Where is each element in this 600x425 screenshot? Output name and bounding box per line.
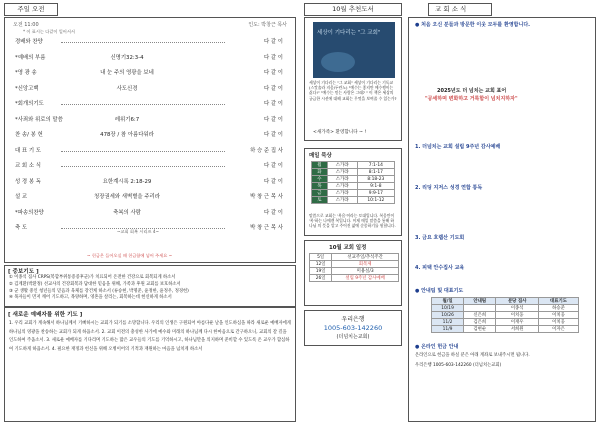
newcomer-title: [ 새로운 예배자를 위한 기도 ]: [8, 312, 83, 318]
reading-ref: 9:9-17: [357, 190, 394, 197]
serve-cell: 이재우: [496, 319, 539, 326]
order-leader: 다 같 이: [263, 209, 283, 216]
reading-day: 수: [312, 176, 328, 183]
prayer-list: [9, 275, 292, 302]
serve-cell: 10/19: [432, 305, 464, 312]
reading-row: [312, 197, 395, 204]
serve-cell: 11/2: [432, 319, 464, 326]
serve-cell: 이종석: [496, 305, 539, 312]
schedule-date: 19일: [310, 268, 332, 275]
order-item: *영 광 송: [15, 70, 37, 76]
order-item: 성 경 봉 독: [15, 178, 41, 185]
order-item: 경배와 찬양: [15, 39, 43, 45]
stand-note: * 이 표시는 다같이 일어서서: [23, 29, 75, 34]
newcomer-welcome: <새가족> 환영합니다 ~ !: [313, 130, 367, 135]
order-item: *예배의 부름: [15, 54, 46, 61]
reading-day: 목: [312, 183, 328, 190]
reading-ref: 7:1-14: [357, 162, 394, 169]
order-leader: 다 같 이: [263, 39, 283, 45]
reading-row: [312, 183, 395, 190]
order-item: *신앙고백: [15, 85, 39, 92]
schedule-date: 5일: [310, 254, 332, 261]
book-title: 10월 추천도서: [304, 3, 402, 16]
prayer-box: [4, 265, 296, 307]
schedule-row: [310, 261, 399, 268]
reading-note: 말씀으로 교회는 '복음'이라는 토대입니다. 복음만이 '복'하는 나에겐 복입니다. 이제 매일 말씀을 통해 하나님 의 뜻을 알고 주어진 삶에 순종하기를 원합니다.: [309, 213, 396, 229]
order-detail: 청장권세와 새벽별을 주리라: [94, 194, 160, 200]
serve-head-cell: 안내팀: [464, 298, 496, 305]
order-detail: 요한계시록 2:18-29: [102, 178, 152, 185]
schedule-row: [310, 275, 399, 282]
order-leader: 박 창 근 목 사: [250, 225, 283, 231]
newcomer-box: [4, 307, 296, 422]
online-text: 온라인으로 헌금을 하실 분은 아래 계좌로 보내주시면 됩니다.: [415, 353, 530, 358]
serve-row: [432, 305, 579, 312]
reading-book: 스가랴: [327, 162, 357, 169]
order-detail: 레위기6:7: [114, 116, 140, 123]
reading-book: 스가랴: [327, 176, 357, 183]
reading-ref: 8:18-23: [357, 176, 394, 183]
order-item: 축 도: [15, 225, 28, 231]
news-anniversary: 1. 더넘치는 교회 설립 9주년 감사예배: [415, 144, 501, 150]
serve-cell: 김은희: [464, 319, 496, 326]
schedule-table: [309, 253, 399, 282]
serve-head-cell: 분당 집사: [496, 298, 539, 305]
newcomer-text: 1. 우리 교회가 계속해서 하나님께서 기뻐하시는 교회가 되기를 소망합니다. 우리의 인생은 구원되어 아름다운 날을 인도하심을 따라 새로운 예배자에게 하나님의 영광을 찬송하는 교회가 되게 하옵소서. 2. 교회 이전의 충성한 사가에 예수와 미래의 하나님께 다시 한마음으로 간구하오니, 교회의 갈 길을 인도하여 주옵소서. 3. 새로운 예배자를 기다리며 기도하는 많은 교우들의 기도를 기억하시고, 하나님만을 의지하며 준비할 수 있도록 온 교우가 합심하여 기도하게 하옵소서. 4. 필요한 재정과 헌신을 위해 오병이어의 기적과 재원하는 마음을 넘치게 하소서: [9, 321, 291, 352]
welcome-line: ● 처음 오신 분들과 방문한 이웃 모두를 환영합니다.: [415, 22, 531, 28]
reading-row: [312, 176, 395, 183]
reading-book: 스가랴: [327, 190, 357, 197]
order-detail: 신명기32:3-4: [110, 54, 144, 61]
reading-ref: 10:1-12: [357, 197, 394, 204]
schedule-title: 10월 교회 일정: [329, 245, 367, 251]
prayer-item: ① 이종석 집사 CRPS(복합부위통증증후군)가 치료되어 온전한 건강으로 회복되게 하소서: [9, 275, 176, 280]
order-leader: 다 같 이: [263, 101, 283, 107]
reading-day: 월: [312, 162, 328, 169]
serve-row: [432, 312, 579, 319]
order-leader: 다 같 이: [263, 85, 283, 92]
reading-row: [312, 190, 395, 197]
serve-cell: 하승준: [539, 305, 579, 312]
reading-book: 스가랴: [327, 197, 357, 204]
order-item: 찬 송/ 봉 헌: [15, 132, 43, 138]
serve-cell: 10/26: [432, 312, 464, 319]
order-dots: [61, 104, 225, 105]
serve-cell: 이자은: [539, 326, 579, 333]
news-reading: 2. 리딩 지저스 성경 연합 통독: [415, 185, 483, 191]
serve-cell: 서희원: [496, 326, 539, 333]
book-cover: [313, 22, 395, 78]
motto-text: "공세하며 변화하고 거룩함이 넘치지하자": [425, 96, 518, 102]
sermon-series: ~교회 회복 시리즈 4~: [117, 229, 159, 234]
worship-title: 주일 오전: [4, 3, 58, 16]
serve-cell: 이치웅: [539, 319, 579, 326]
account-number: 1005-603-142260: [323, 324, 383, 332]
reading-title: 매일 묵상: [309, 153, 332, 159]
motto-title: 2025년도 더 넘치는 교회 표어: [437, 88, 507, 94]
schedule-row: [310, 268, 399, 275]
serve-row: [432, 326, 579, 333]
order-item: 설 교: [15, 194, 28, 200]
order-item: 교 회 소 식: [15, 163, 41, 169]
order-leader: 박 창 근 목 사: [250, 194, 283, 200]
schedule-row: [310, 254, 399, 261]
order-item: *파송의찬양: [15, 209, 44, 216]
serve-cell: 김현순: [464, 326, 496, 333]
order-leader: 다 같 이: [263, 116, 283, 123]
worship-time: 오전 11:00: [13, 22, 39, 28]
reading-table: [311, 161, 395, 204]
order-detail: 내 눈 주의 영광을 보네: [100, 70, 154, 76]
news-prayer-meeting: 3. 금요 호렙산 기도회: [415, 235, 465, 241]
prayer-title: [ 중보기도 ]: [8, 269, 39, 275]
schedule-date: 26일: [310, 275, 332, 282]
offering-note: ~ 헌금은 들어오실 때 헌금함에 넣어 주세요 ~: [87, 253, 173, 258]
prayer-item: ④ 목자들이 먼저 깨어 기도하고, 목양하며, 영혼을 살리는, 회복하는데 헌신하게 하소서: [9, 295, 172, 301]
account-owner: (더넘치는교회): [336, 334, 370, 340]
reading-ref: 8:1-17: [357, 169, 394, 176]
order-item: *회개의기도: [15, 101, 44, 107]
serve-head-cell: 월/일: [432, 298, 464, 305]
book-cover-art: [321, 52, 355, 72]
reading-day: 금: [312, 190, 328, 197]
book-cover-text: 세상이 기다리는 "그 교회": [317, 30, 381, 36]
account-bank: 우리은행: [341, 316, 365, 323]
reading-book: 스가랴: [327, 169, 357, 176]
reading-day: 화: [312, 169, 328, 176]
serve-cell: 11/9: [432, 326, 464, 333]
serve-head-cell: 대표기도: [539, 298, 579, 305]
online-title: ● 온라인 헌금 안내: [415, 344, 459, 350]
serve-cell: [464, 305, 496, 312]
reading-row: [312, 162, 395, 169]
order-leader: 다 같 이: [263, 70, 283, 76]
schedule-event: 선교주일/추석주간: [332, 254, 399, 261]
order-detail: 478장 / 참 아름다워라: [100, 132, 154, 138]
serve-row: [432, 319, 579, 326]
prayer-item: ③ 군 생활 중인 청년들의 믿음과 육체를 강건케 하소서 (류승현, 박명준, 윤정한, 윤정우, 정경헌): [9, 288, 189, 294]
schedule-event: 설립 9주년 감사예배: [332, 275, 399, 282]
online-account: 우리은행 1005-603-142260 (더넘치는교회): [415, 363, 502, 368]
serve-cell: 신은희: [464, 312, 496, 319]
book-blurb: 세상이 기다리는 "그 교회" 세상이 기다리는 기독교 (스캇솔라 지음/두란노) "예수는 좋지만 예수쟁이는 싫다!" "예수는 믿는 사람은 그래? " 이 책은 세상의 궁금한 시선에 대해 교회는 무엇을 보여줄 수 있는가?: [309, 80, 397, 101]
schedule-event: 미용실/3: [332, 268, 399, 275]
book-box: [304, 17, 402, 141]
order-dots: [61, 166, 225, 167]
serve-table: [431, 297, 579, 333]
order-leader: 다 같 이: [263, 163, 283, 169]
right-page: [300, 0, 600, 425]
order-dots: [61, 151, 225, 152]
worship-order-box: [4, 17, 296, 263]
account-box: [304, 310, 402, 346]
news-deacon-training: 4. 피택 안수집사 교육: [415, 265, 465, 271]
schedule-date: 12일: [310, 261, 332, 268]
serve-title: ● 안내팀 및 대표기도: [415, 288, 464, 294]
reading-book: 스가랴: [327, 183, 357, 190]
order-leader: 다 같 이: [263, 178, 283, 185]
order-dots: [61, 42, 225, 43]
order-leader: 다 같 이: [263, 132, 283, 138]
reading-box: [304, 148, 402, 236]
order-leader: 하 승 준 집 사: [250, 147, 283, 154]
reading-ref: 9:1-8: [357, 183, 394, 190]
order-item: 대 표 기 도: [15, 147, 41, 154]
order-item: *사죄와 위로의 말씀: [15, 116, 63, 123]
news-title: 교 회 소 식: [428, 3, 492, 16]
reading-row: [312, 169, 395, 176]
prayer-item: ② 김계환(박환정) 선교사의 건강회복과 담대한 믿음을 위해, 가족과 후원 교회를 보호하소서: [9, 281, 181, 287]
serve-cell: 이치웅: [539, 312, 579, 319]
news-box: [408, 17, 596, 422]
order-detail: 축복의 사람: [113, 209, 141, 216]
order-leader: 다 같 이: [263, 54, 283, 61]
reading-day: 토: [312, 197, 328, 204]
order-detail: 사도신경: [116, 85, 138, 92]
schedule-event: 회복제: [332, 261, 399, 268]
worship-leader: 인도: 박창근 목사: [248, 22, 287, 28]
schedule-box: [304, 240, 402, 306]
serve-cell: 이치웅: [496, 312, 539, 319]
